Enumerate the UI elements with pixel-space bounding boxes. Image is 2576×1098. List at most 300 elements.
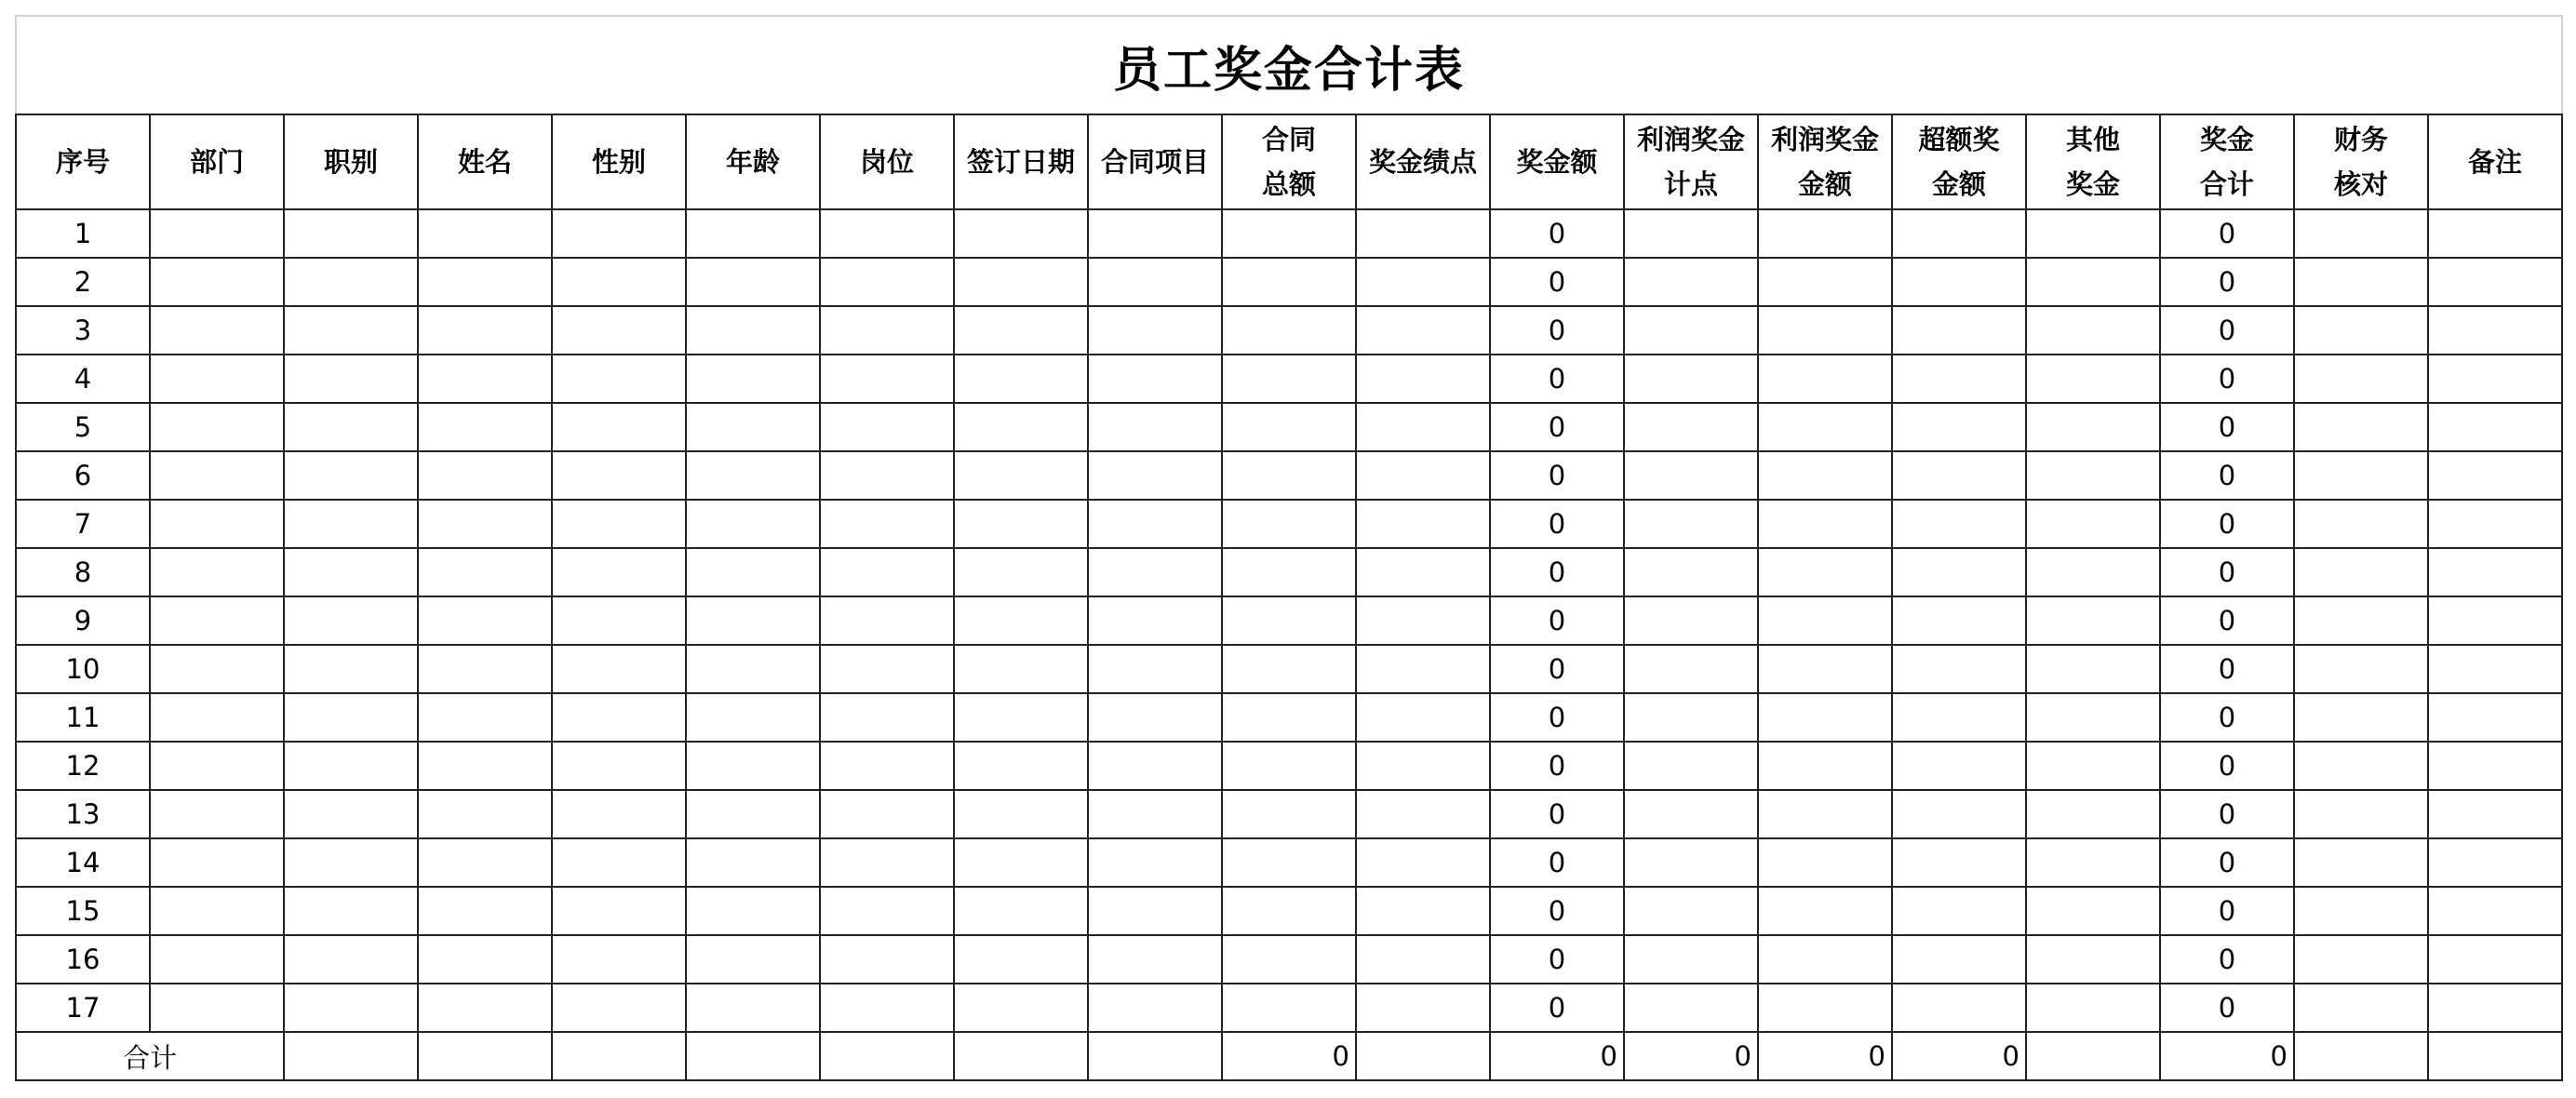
table-cell[interactable]: [820, 403, 954, 451]
table-cell[interactable]: [686, 209, 820, 258]
table-cell[interactable]: [686, 984, 820, 1032]
bonus-amount-cell[interactable]: 0: [1490, 838, 1624, 887]
table-cell[interactable]: [1892, 355, 2026, 403]
table-cell[interactable]: [418, 742, 552, 790]
bonus-total-cell[interactable]: 0: [2160, 500, 2294, 548]
bonus-total-cell[interactable]: 0: [2160, 451, 2294, 500]
bonus-amount-cell[interactable]: 0: [1490, 451, 1624, 500]
table-cell[interactable]: [1222, 645, 1356, 693]
table-cell[interactable]: [1892, 306, 2026, 355]
bonus-total-cell[interactable]: 0: [2160, 596, 2294, 645]
table-cell[interactable]: [418, 693, 552, 742]
table-cell[interactable]: [552, 306, 686, 355]
table-cell[interactable]: [1356, 306, 1490, 355]
bonus-amount-cell[interactable]: 0: [1490, 596, 1624, 645]
table-cell[interactable]: [820, 935, 954, 984]
table-cell[interactable]: [2428, 500, 2562, 548]
table-cell[interactable]: [2428, 548, 2562, 596]
table-cell[interactable]: [2294, 451, 2428, 500]
table-cell[interactable]: [1356, 355, 1490, 403]
table-cell[interactable]: [284, 645, 418, 693]
table-cell[interactable]: [686, 645, 820, 693]
table-cell[interactable]: [1222, 790, 1356, 838]
table-cell[interactable]: [686, 887, 820, 935]
table-cell[interactable]: [1624, 984, 1758, 1032]
table-cell[interactable]: [1356, 500, 1490, 548]
table-cell[interactable]: [2026, 306, 2160, 355]
table-cell[interactable]: [2428, 451, 2562, 500]
table-cell[interactable]: [1222, 838, 1356, 887]
table-cell[interactable]: [1892, 838, 2026, 887]
table-cell[interactable]: [150, 403, 284, 451]
row-seq-cell[interactable]: 5: [16, 403, 150, 451]
table-cell[interactable]: [1758, 693, 1892, 742]
table-cell[interactable]: [820, 887, 954, 935]
table-cell[interactable]: [2294, 984, 2428, 1032]
row-seq-cell[interactable]: 15: [16, 887, 150, 935]
table-cell[interactable]: [1624, 790, 1758, 838]
table-cell[interactable]: [686, 790, 820, 838]
table-cell[interactable]: [552, 500, 686, 548]
table-cell[interactable]: [552, 355, 686, 403]
bonus-total-cell[interactable]: 0: [2160, 548, 2294, 596]
table-cell[interactable]: [1892, 645, 2026, 693]
table-cell[interactable]: [150, 209, 284, 258]
table-cell[interactable]: [2026, 596, 2160, 645]
table-cell[interactable]: [284, 742, 418, 790]
table-cell[interactable]: [1088, 790, 1222, 838]
table-cell[interactable]: [552, 790, 686, 838]
total-cell-contract-project[interactable]: [1088, 1032, 1222, 1080]
table-cell[interactable]: [150, 645, 284, 693]
table-cell[interactable]: [1356, 742, 1490, 790]
table-cell[interactable]: [686, 258, 820, 306]
table-cell[interactable]: [954, 887, 1088, 935]
table-cell[interactable]: [1892, 984, 2026, 1032]
table-cell[interactable]: [1222, 355, 1356, 403]
table-cell[interactable]: [954, 596, 1088, 645]
table-cell[interactable]: [1892, 548, 2026, 596]
table-cell[interactable]: [2026, 355, 2160, 403]
table-cell[interactable]: [2294, 355, 2428, 403]
table-cell[interactable]: [1356, 209, 1490, 258]
table-cell[interactable]: [2026, 693, 2160, 742]
table-cell[interactable]: [2294, 693, 2428, 742]
total-cell-rank[interactable]: [284, 1032, 418, 1080]
table-cell[interactable]: [2294, 838, 2428, 887]
bonus-total-cell[interactable]: 0: [2160, 742, 2294, 790]
table-cell[interactable]: [284, 500, 418, 548]
row-seq-cell[interactable]: 10: [16, 645, 150, 693]
table-cell[interactable]: [1758, 258, 1892, 306]
table-cell[interactable]: [2294, 742, 2428, 790]
row-seq-cell[interactable]: 8: [16, 548, 150, 596]
total-label[interactable]: 合计: [16, 1032, 284, 1080]
table-cell[interactable]: [1892, 790, 2026, 838]
table-cell[interactable]: [954, 355, 1088, 403]
table-cell[interactable]: [2026, 548, 2160, 596]
table-cell[interactable]: [1088, 306, 1222, 355]
table-cell[interactable]: [820, 258, 954, 306]
table-cell[interactable]: [2428, 935, 2562, 984]
table-cell[interactable]: [1758, 451, 1892, 500]
table-cell[interactable]: [2294, 500, 2428, 548]
table-cell[interactable]: [1356, 984, 1490, 1032]
table-cell[interactable]: [418, 645, 552, 693]
total-cell-sign-date[interactable]: [954, 1032, 1088, 1080]
table-cell[interactable]: [820, 596, 954, 645]
table-cell[interactable]: [418, 596, 552, 645]
table-cell[interactable]: [1624, 403, 1758, 451]
table-cell[interactable]: [954, 838, 1088, 887]
bonus-amount-cell[interactable]: 0: [1490, 984, 1624, 1032]
row-seq-cell[interactable]: 11: [16, 693, 150, 742]
table-cell[interactable]: [1758, 596, 1892, 645]
row-seq-cell[interactable]: 9: [16, 596, 150, 645]
table-cell[interactable]: [820, 693, 954, 742]
table-cell[interactable]: [418, 258, 552, 306]
table-cell[interactable]: [686, 403, 820, 451]
total-cell-finance-check[interactable]: [2294, 1032, 2428, 1080]
table-cell[interactable]: [1758, 984, 1892, 1032]
bonus-amount-cell[interactable]: 0: [1490, 355, 1624, 403]
table-cell[interactable]: [1088, 838, 1222, 887]
table-cell[interactable]: [686, 500, 820, 548]
total-profit-bonus-amount[interactable]: 0: [1758, 1032, 1892, 1080]
table-cell[interactable]: [552, 742, 686, 790]
table-cell[interactable]: [2294, 306, 2428, 355]
table-cell[interactable]: [2428, 693, 2562, 742]
table-cell[interactable]: [2294, 548, 2428, 596]
table-cell[interactable]: [1356, 548, 1490, 596]
table-cell[interactable]: [2294, 403, 2428, 451]
total-cell-gender[interactable]: [552, 1032, 686, 1080]
table-cell[interactable]: [150, 838, 284, 887]
row-seq-cell[interactable]: 7: [16, 500, 150, 548]
table-cell[interactable]: [954, 742, 1088, 790]
table-cell[interactable]: [1624, 693, 1758, 742]
table-cell[interactable]: [686, 935, 820, 984]
table-cell[interactable]: [1758, 355, 1892, 403]
table-cell[interactable]: [1892, 935, 2026, 984]
bonus-amount-cell[interactable]: 0: [1490, 500, 1624, 548]
table-cell[interactable]: [1892, 500, 2026, 548]
table-cell[interactable]: [2026, 451, 2160, 500]
table-cell[interactable]: [1088, 355, 1222, 403]
bonus-total-cell[interactable]: 0: [2160, 403, 2294, 451]
table-cell[interactable]: [418, 355, 552, 403]
table-cell[interactable]: [954, 935, 1088, 984]
table-cell[interactable]: [2428, 984, 2562, 1032]
table-cell[interactable]: [1624, 596, 1758, 645]
table-cell[interactable]: [1222, 984, 1356, 1032]
table-cell[interactable]: [1088, 209, 1222, 258]
table-cell[interactable]: [150, 742, 284, 790]
table-cell[interactable]: [2026, 742, 2160, 790]
bonus-amount-cell[interactable]: 0: [1490, 935, 1624, 984]
table-cell[interactable]: [1088, 742, 1222, 790]
table-cell[interactable]: [1892, 258, 2026, 306]
table-cell[interactable]: [820, 209, 954, 258]
table-cell[interactable]: [284, 935, 418, 984]
table-cell[interactable]: [1758, 645, 1892, 693]
table-cell[interactable]: [1222, 742, 1356, 790]
bonus-amount-cell[interactable]: 0: [1490, 887, 1624, 935]
table-cell[interactable]: [418, 935, 552, 984]
table-cell[interactable]: [1356, 451, 1490, 500]
table-cell[interactable]: [954, 209, 1088, 258]
bonus-total-cell[interactable]: 0: [2160, 355, 2294, 403]
table-cell[interactable]: [820, 451, 954, 500]
table-cell[interactable]: [820, 984, 954, 1032]
bonus-amount-cell[interactable]: 0: [1490, 790, 1624, 838]
bonus-total-cell[interactable]: 0: [2160, 258, 2294, 306]
table-cell[interactable]: [150, 790, 284, 838]
bonus-total-cell[interactable]: 0: [2160, 306, 2294, 355]
row-seq-cell[interactable]: 1: [16, 209, 150, 258]
table-cell[interactable]: [2428, 355, 2562, 403]
table-cell[interactable]: [2428, 645, 2562, 693]
table-cell[interactable]: [2428, 742, 2562, 790]
table-cell[interactable]: [1758, 306, 1892, 355]
table-cell[interactable]: [284, 838, 418, 887]
table-cell[interactable]: [1088, 984, 1222, 1032]
table-cell[interactable]: [1758, 403, 1892, 451]
table-cell[interactable]: [1624, 645, 1758, 693]
bonus-total-cell[interactable]: 0: [2160, 935, 2294, 984]
table-cell[interactable]: [2428, 790, 2562, 838]
table-cell[interactable]: [2026, 935, 2160, 984]
table-cell[interactable]: [1222, 548, 1356, 596]
table-cell[interactable]: [552, 984, 686, 1032]
bonus-amount-cell[interactable]: 0: [1490, 258, 1624, 306]
table-cell[interactable]: [1758, 742, 1892, 790]
table-cell[interactable]: [418, 984, 552, 1032]
total-cell-position[interactable]: [820, 1032, 954, 1080]
total-cell-name[interactable]: [418, 1032, 552, 1080]
bonus-total-cell[interactable]: 0: [2160, 209, 2294, 258]
table-cell[interactable]: [418, 838, 552, 887]
table-cell[interactable]: [1222, 693, 1356, 742]
total-contract-total[interactable]: 0: [1222, 1032, 1356, 1080]
row-seq-cell[interactable]: 3: [16, 306, 150, 355]
bonus-amount-cell[interactable]: 0: [1490, 403, 1624, 451]
row-seq-cell[interactable]: 12: [16, 742, 150, 790]
table-cell[interactable]: [1356, 645, 1490, 693]
table-cell[interactable]: [1758, 935, 1892, 984]
table-cell[interactable]: [820, 645, 954, 693]
table-cell[interactable]: [2026, 887, 2160, 935]
table-cell[interactable]: [1088, 596, 1222, 645]
table-cell[interactable]: [1088, 693, 1222, 742]
table-cell[interactable]: [1088, 451, 1222, 500]
table-cell[interactable]: [2026, 790, 2160, 838]
table-cell[interactable]: [1356, 403, 1490, 451]
table-cell[interactable]: [284, 258, 418, 306]
table-cell[interactable]: [1624, 742, 1758, 790]
table-cell[interactable]: [418, 887, 552, 935]
table-cell[interactable]: [954, 500, 1088, 548]
table-cell[interactable]: [1356, 596, 1490, 645]
table-cell[interactable]: [1892, 209, 2026, 258]
row-seq-cell[interactable]: 13: [16, 790, 150, 838]
table-cell[interactable]: [1088, 645, 1222, 693]
table-cell[interactable]: [1892, 596, 2026, 645]
table-cell[interactable]: [150, 984, 284, 1032]
row-seq-cell[interactable]: 16: [16, 935, 150, 984]
table-cell[interactable]: [1758, 838, 1892, 887]
table-cell[interactable]: [954, 548, 1088, 596]
table-cell[interactable]: [150, 355, 284, 403]
total-bonus-total[interactable]: 0: [2160, 1032, 2294, 1080]
table-cell[interactable]: [2026, 209, 2160, 258]
table-cell[interactable]: [1356, 258, 1490, 306]
table-cell[interactable]: [1356, 935, 1490, 984]
table-cell[interactable]: [2026, 403, 2160, 451]
table-cell[interactable]: [1624, 209, 1758, 258]
table-cell[interactable]: [1088, 258, 1222, 306]
table-cell[interactable]: [686, 838, 820, 887]
table-cell[interactable]: [418, 548, 552, 596]
table-cell[interactable]: [2428, 306, 2562, 355]
table-cell[interactable]: [150, 451, 284, 500]
table-cell[interactable]: [284, 984, 418, 1032]
bonus-total-cell[interactable]: 0: [2160, 984, 2294, 1032]
table-cell[interactable]: [552, 596, 686, 645]
table-cell[interactable]: [954, 693, 1088, 742]
table-cell[interactable]: [954, 306, 1088, 355]
table-cell[interactable]: [1758, 209, 1892, 258]
table-cell[interactable]: [1222, 209, 1356, 258]
table-cell[interactable]: [2428, 887, 2562, 935]
row-seq-cell[interactable]: 14: [16, 838, 150, 887]
table-cell[interactable]: [954, 984, 1088, 1032]
table-cell[interactable]: [1892, 693, 2026, 742]
table-cell[interactable]: [1356, 790, 1490, 838]
table-cell[interactable]: [284, 887, 418, 935]
table-cell[interactable]: [954, 451, 1088, 500]
table-cell[interactable]: [284, 596, 418, 645]
table-cell[interactable]: [1222, 306, 1356, 355]
table-cell[interactable]: [2026, 984, 2160, 1032]
table-cell[interactable]: [1624, 451, 1758, 500]
total-cell-age[interactable]: [686, 1032, 820, 1080]
table-cell[interactable]: [2294, 258, 2428, 306]
table-cell[interactable]: [552, 935, 686, 984]
table-cell[interactable]: [552, 645, 686, 693]
table-cell[interactable]: [552, 693, 686, 742]
table-cell[interactable]: [1624, 548, 1758, 596]
table-cell[interactable]: [954, 258, 1088, 306]
table-cell[interactable]: [1222, 258, 1356, 306]
table-cell[interactable]: [1088, 403, 1222, 451]
table-cell[interactable]: [1624, 838, 1758, 887]
table-cell[interactable]: [150, 258, 284, 306]
table-cell[interactable]: [552, 838, 686, 887]
table-cell[interactable]: [2428, 209, 2562, 258]
table-cell[interactable]: [1624, 258, 1758, 306]
table-cell[interactable]: [418, 403, 552, 451]
table-cell[interactable]: [686, 355, 820, 403]
row-seq-cell[interactable]: 2: [16, 258, 150, 306]
table-cell[interactable]: [820, 548, 954, 596]
table-cell[interactable]: [150, 935, 284, 984]
table-cell[interactable]: [284, 548, 418, 596]
table-cell[interactable]: [686, 548, 820, 596]
table-cell[interactable]: [686, 693, 820, 742]
table-cell[interactable]: [552, 258, 686, 306]
table-cell[interactable]: [820, 306, 954, 355]
bonus-total-cell[interactable]: 0: [2160, 790, 2294, 838]
table-cell[interactable]: [418, 500, 552, 548]
table-cell[interactable]: [1222, 403, 1356, 451]
table-cell[interactable]: [1758, 500, 1892, 548]
bonus-amount-cell[interactable]: 0: [1490, 548, 1624, 596]
table-cell[interactable]: [2294, 209, 2428, 258]
bonus-total-cell[interactable]: 0: [2160, 887, 2294, 935]
bonus-amount-cell[interactable]: 0: [1490, 693, 1624, 742]
table-cell[interactable]: [2294, 645, 2428, 693]
total-bonus-amount[interactable]: 0: [1490, 1032, 1624, 1080]
table-cell[interactable]: [418, 306, 552, 355]
table-cell[interactable]: [2294, 887, 2428, 935]
table-cell[interactable]: [2294, 596, 2428, 645]
table-cell[interactable]: [2026, 645, 2160, 693]
table-cell[interactable]: [284, 355, 418, 403]
table-cell[interactable]: [150, 306, 284, 355]
table-cell[interactable]: [2428, 403, 2562, 451]
table-cell[interactable]: [150, 693, 284, 742]
table-cell[interactable]: [954, 645, 1088, 693]
row-seq-cell[interactable]: 17: [16, 984, 150, 1032]
table-cell[interactable]: [1088, 548, 1222, 596]
table-cell[interactable]: [552, 403, 686, 451]
table-cell[interactable]: [150, 887, 284, 935]
total-cell-remarks[interactable]: [2428, 1032, 2562, 1080]
table-cell[interactable]: [954, 403, 1088, 451]
table-cell[interactable]: [552, 887, 686, 935]
table-cell[interactable]: [820, 742, 954, 790]
table-cell[interactable]: [1356, 693, 1490, 742]
table-cell[interactable]: [1624, 887, 1758, 935]
table-cell[interactable]: [1088, 935, 1222, 984]
table-cell[interactable]: [686, 451, 820, 500]
total-excess-bonus-amount[interactable]: 0: [1892, 1032, 2026, 1080]
table-cell[interactable]: [1088, 500, 1222, 548]
table-cell[interactable]: [686, 742, 820, 790]
table-cell[interactable]: [1758, 887, 1892, 935]
table-cell[interactable]: [954, 790, 1088, 838]
table-cell[interactable]: [1222, 451, 1356, 500]
row-seq-cell[interactable]: 4: [16, 355, 150, 403]
table-cell[interactable]: [1222, 887, 1356, 935]
table-cell[interactable]: [284, 790, 418, 838]
table-cell[interactable]: [284, 693, 418, 742]
table-cell[interactable]: [1892, 451, 2026, 500]
table-cell[interactable]: [820, 838, 954, 887]
row-seq-cell[interactable]: 6: [16, 451, 150, 500]
table-cell[interactable]: [418, 790, 552, 838]
table-cell[interactable]: [1222, 596, 1356, 645]
table-cell[interactable]: [418, 209, 552, 258]
table-cell[interactable]: [2294, 790, 2428, 838]
table-cell[interactable]: [686, 596, 820, 645]
table-cell[interactable]: [1624, 935, 1758, 984]
bonus-amount-cell[interactable]: 0: [1490, 742, 1624, 790]
table-cell[interactable]: [1892, 742, 2026, 790]
table-cell[interactable]: [552, 451, 686, 500]
table-cell[interactable]: [552, 548, 686, 596]
